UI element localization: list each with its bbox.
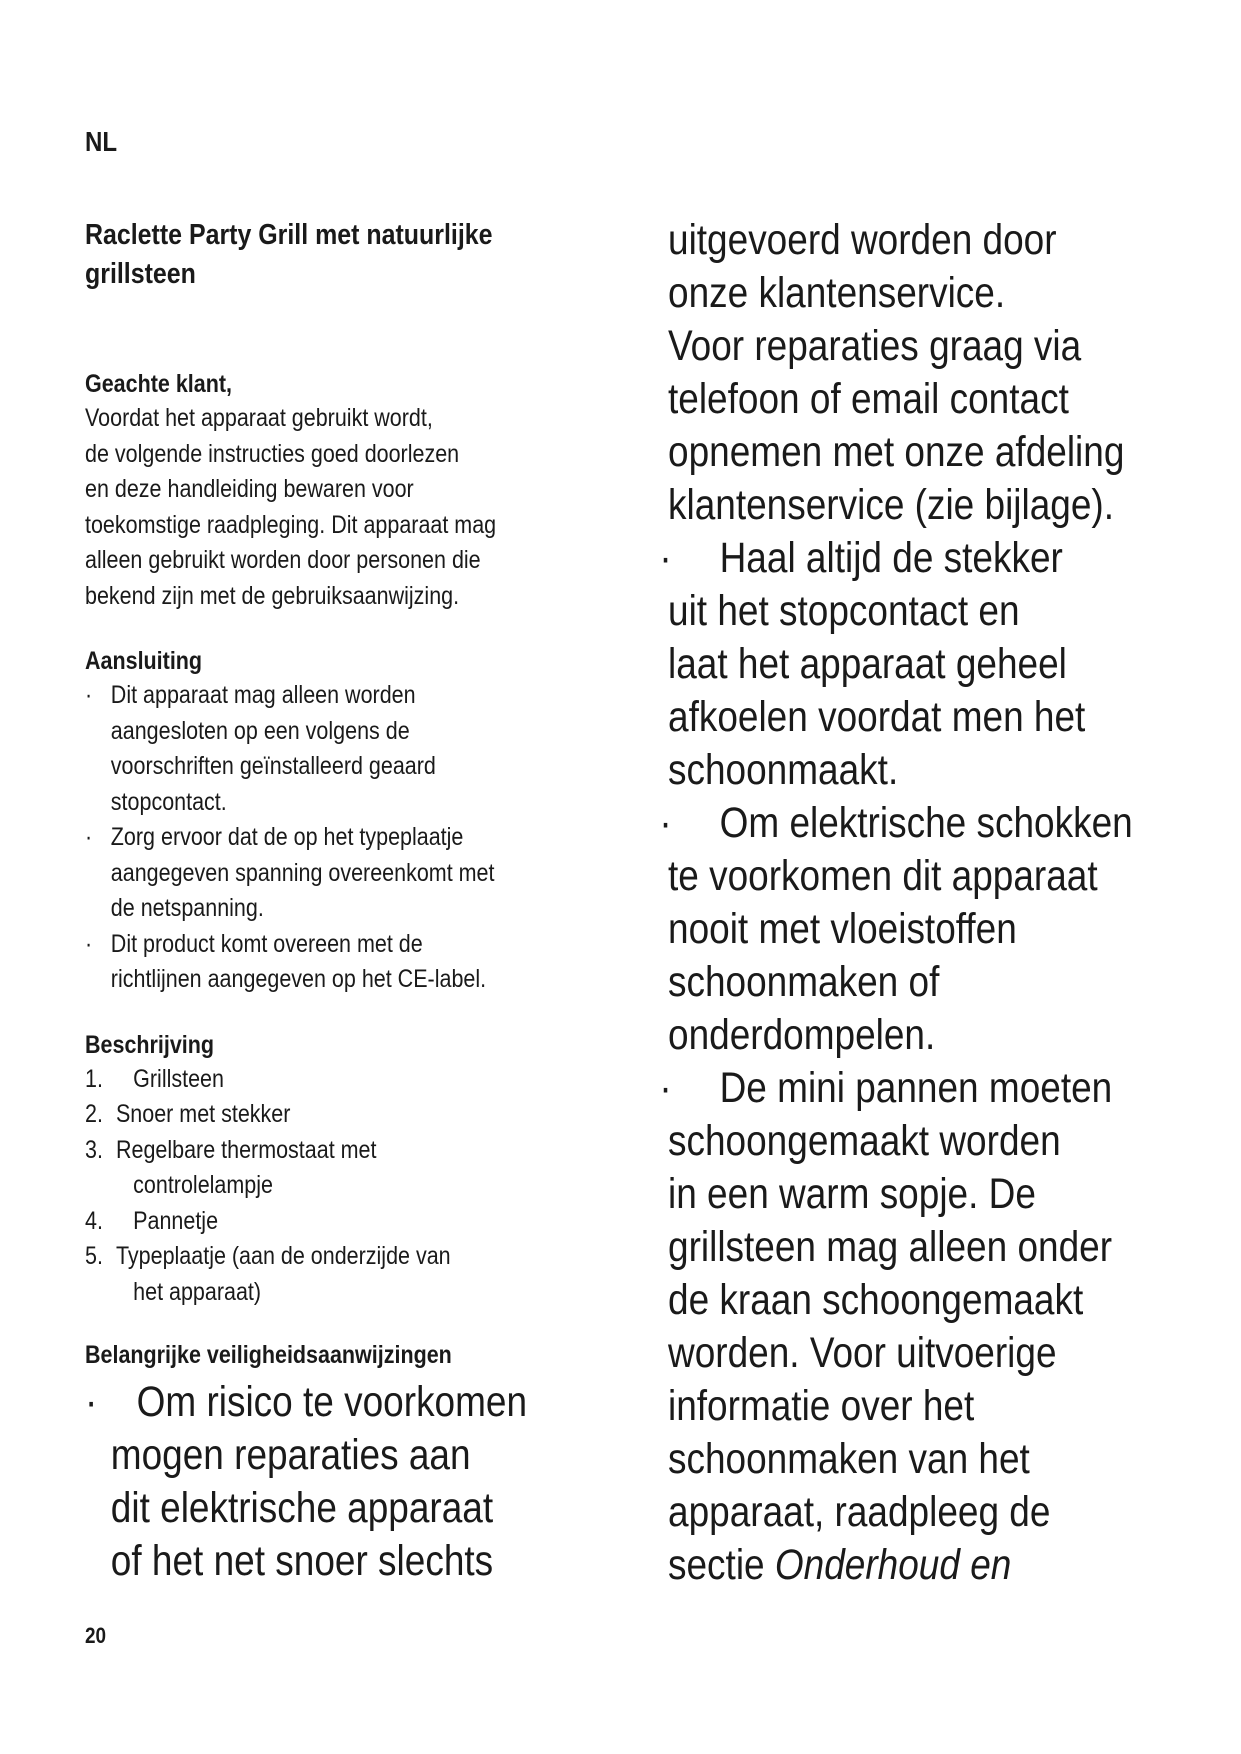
safety-item-line: of het net snoer slechts [110, 1537, 494, 1585]
page-title-line-2: grillsteen [85, 258, 196, 290]
safety-item: · Om elektrische schokken [659, 797, 1149, 850]
page-number: 20 [85, 1623, 107, 1648]
bullet-icon: · [659, 799, 672, 847]
safety-continued-line: klantenservice (zie bijlage). [668, 481, 1115, 529]
description-heading: Beschrijving [85, 1030, 215, 1059]
item-number: 2. [85, 1100, 103, 1128]
connection-item: · Dit apparaat mag alleen worden [85, 678, 549, 714]
section-reference-prefix: sectie [668, 1541, 775, 1589]
bullet-icon: · [659, 1064, 672, 1112]
connection-item-line: aangesloten op een volgens de [110, 716, 410, 745]
right-column [659, 214, 1150, 1592]
item-number: 4. [85, 1206, 103, 1235]
section-reference-title: Onderhoud en [774, 1541, 1012, 1589]
safety-item-line: de kraan schoongemaakt [668, 1276, 1084, 1324]
description-item [85, 1204, 549, 1240]
connection-item-line: aangegeven spanning overeenkomt met [110, 858, 495, 887]
safety-item-line: schoonmaakt. [668, 746, 899, 794]
left-column [85, 216, 625, 1588]
safety-item-line: onderdompelen. [668, 1011, 936, 1059]
safety-item-line: afkoelen voordat men het [668, 693, 1086, 741]
safety-item-line: worden. Voor uitvoerige [668, 1329, 1057, 1377]
item-text: Pannetje [133, 1206, 219, 1235]
safety-continued-line: telefoon of email contact [668, 375, 1069, 423]
safety-item-line: informatie over het [668, 1382, 975, 1430]
safety-item: · Om risico te voorkomen [85, 1376, 549, 1429]
connection-item: · Zorg ervoor dat de op het typeplaatje [85, 820, 549, 856]
language-code: NL [85, 126, 118, 157]
description-section [85, 1028, 549, 1311]
safety-item-line: in een warm sopje. De [668, 1170, 1036, 1218]
safety-item: · De mini pannen moeten [659, 1062, 1149, 1115]
page-title-line-1: Raclette Party Grill met natuurlijke [85, 219, 493, 251]
intro-line: alleen gebruikt worden door personen die [85, 546, 481, 574]
safety-continued-line: onze klantenservice. [668, 269, 1006, 317]
safety-heading: Belangrijke veiligheidsaanwijzingen [85, 1341, 452, 1369]
bullet-icon: · [659, 534, 672, 582]
description-item [85, 1133, 549, 1169]
connection-heading: Aansluiting [85, 647, 203, 675]
connection-section [85, 644, 549, 998]
item-text: Regelbare thermostaat met [115, 1135, 377, 1164]
description-item [85, 1062, 549, 1098]
bullet-icon: · [85, 1378, 98, 1426]
item-text-continued: controlelampje [133, 1171, 273, 1199]
safety-section [85, 1338, 549, 1588]
intro-line: bekend zijn met de gebruiksaanwijzing. [85, 581, 460, 610]
safety-item-line: nooit met vloeistoffen [668, 905, 1017, 953]
greeting-heading: Geachte klant, [85, 370, 232, 398]
bullet-icon: · [85, 929, 93, 958]
safety-item-line: mogen reparaties aan [110, 1431, 471, 1479]
intro-line: en deze handleiding bewaren voor [85, 475, 414, 503]
bullet-icon: · [85, 823, 93, 851]
safety-continued-line: uitgevoerd worden door [668, 216, 1057, 264]
bullet-icon: · [85, 681, 93, 709]
connection-item-line: stopcontact. [110, 787, 227, 816]
safety-item-line: uit het stopcontact en [668, 587, 1020, 635]
safety-continued-line: opnemen met onze afdeling [668, 428, 1125, 476]
connection-item-line: voorschriften geïnstalleerd geaard [110, 752, 436, 780]
intro-line: toekomstige raadpleging. Dit apparaat mag [85, 510, 497, 539]
safety-item-line: schoonmaken van het [668, 1435, 1030, 1483]
item-text: Snoer met stekker [115, 1100, 291, 1128]
item-text: Typeplaatje (aan de onderzijde van [115, 1242, 451, 1270]
safety-item-line: te voorkomen dit apparaat [668, 852, 1098, 900]
item-text-continued: het apparaat) [133, 1277, 262, 1306]
safety-item-line: schoonmaken of [668, 958, 940, 1006]
safety-item-line: schoongemaakt worden [668, 1117, 1061, 1165]
connection-item-line: richtlijnen aangegeven op het CE-label. [110, 965, 487, 993]
intro-line: Voordat het apparaat gebruikt wordt, [85, 404, 433, 432]
safety-item-line: apparaat, raadpleeg de [668, 1488, 1051, 1536]
title-block [85, 216, 549, 294]
connection-item-line: de netspanning. [110, 894, 264, 922]
description-item [85, 1097, 549, 1133]
item-text: Grillsteen [133, 1064, 224, 1093]
item-number: 3. [85, 1135, 103, 1164]
safety-item-line: dit elektrische apparaat [110, 1484, 494, 1532]
item-number: 5. [85, 1242, 103, 1270]
safety-item-line [668, 1539, 1150, 1592]
safety-item-line: grillsteen mag alleen onder [668, 1223, 1113, 1271]
intro-section [85, 367, 549, 614]
description-item [85, 1239, 549, 1275]
safety-item-line: laat het apparaat geheel [668, 640, 1067, 688]
item-number: 1. [85, 1064, 103, 1093]
connection-item: · Dit product komt overeen met de [85, 927, 549, 963]
intro-line: de volgende instructies goed doorlezen [85, 439, 460, 468]
safety-continued-line: Voor reparaties graag via [668, 322, 1082, 370]
safety-item: · Haal altijd de stekker [659, 532, 1149, 585]
